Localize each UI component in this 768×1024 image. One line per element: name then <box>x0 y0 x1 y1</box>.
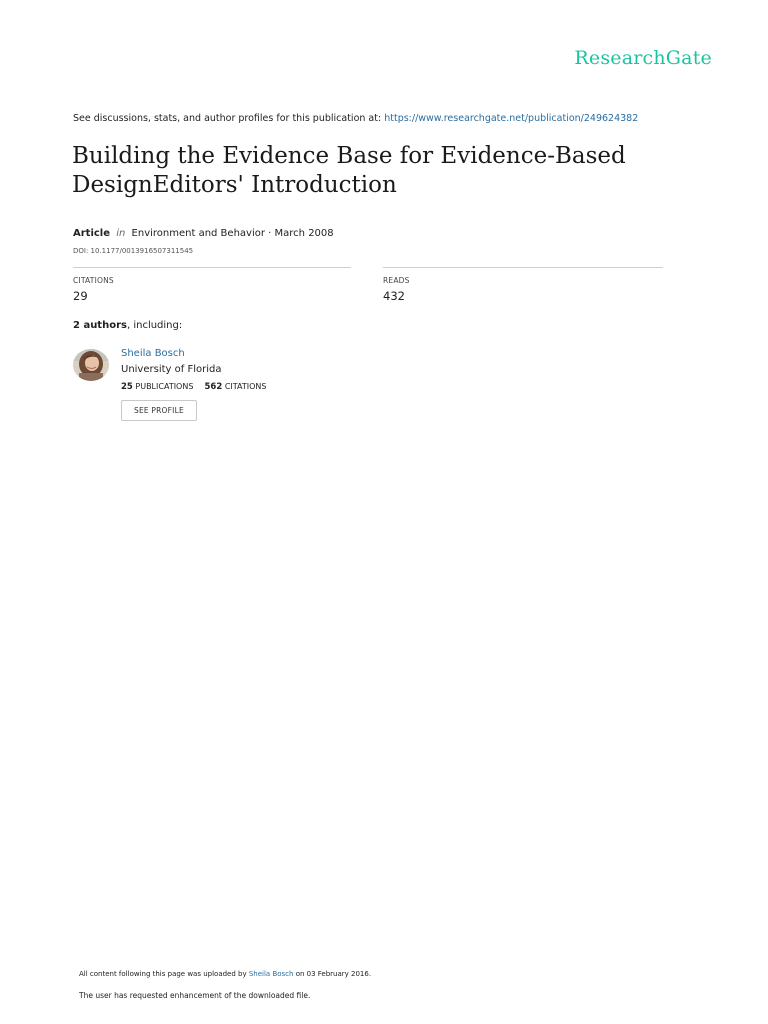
researchgate-logo[interactable]: ResearchGate <box>574 47 712 69</box>
author-name-link[interactable]: Sheila Bosch <box>121 348 185 359</box>
discussion-line <box>73 113 638 124</box>
publication-type: Article <box>73 228 111 239</box>
enhancement-note: The user has requested enhancement of the downloaded file. <box>79 991 311 1000</box>
author-institution: University of Florida <box>121 364 222 375</box>
citations-stat <box>73 267 351 303</box>
citations-label: CITATIONS <box>73 276 114 285</box>
author-publications-label: PUBLICATIONS <box>135 382 194 391</box>
author-publications-count: 25 <box>121 382 133 392</box>
in-label: in <box>116 228 126 239</box>
citations-value: 29 <box>73 289 88 303</box>
publication-title: Building the Evidence Base for Evidence-Based DesignEditors' Introduction <box>72 143 626 198</box>
author-citations-count: 562 <box>204 382 223 392</box>
discussion-prefix: See discussions, stats, and author profiles for this publication at: <box>73 113 382 124</box>
upload-prefix: All content following this page was uploaded by <box>79 970 247 978</box>
author-card <box>121 348 266 421</box>
publication-meta <box>73 228 334 239</box>
author-citations-label: CITATIONS <box>224 382 267 391</box>
meta-separator: · <box>268 228 272 239</box>
upload-suffix: on 03 February 2016. <box>295 970 372 978</box>
reads-stat <box>383 267 663 303</box>
reads-label: READS <box>383 276 410 285</box>
uploader-link[interactable]: Sheila Bosch <box>248 970 294 978</box>
doi-text: DOI: 10.1177/0013916507311545 <box>73 247 194 255</box>
author-photo-image <box>73 349 109 381</box>
authors-count: 2 authors <box>73 320 127 331</box>
journal-name[interactable]: Environment and Behavior <box>131 228 265 239</box>
author-stats <box>121 382 266 392</box>
upload-note <box>79 970 371 978</box>
author-avatar[interactable] <box>73 349 109 381</box>
reads-value: 432 <box>383 289 405 303</box>
authors-suffix: , including: <box>126 320 183 331</box>
see-profile-button[interactable]: SEE PROFILE <box>121 400 197 421</box>
publication-url-link[interactable]: https://www.researchgate.net/publication/249624382 <box>384 113 639 124</box>
publication-date: March 2008 <box>274 228 334 239</box>
authors-heading <box>73 320 182 331</box>
